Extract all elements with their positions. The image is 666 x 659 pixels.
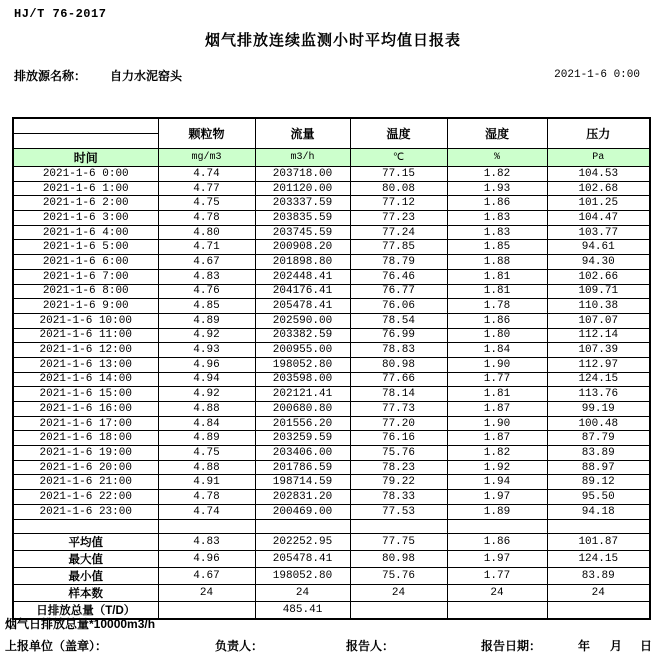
value-cell: 1.81 <box>447 387 547 402</box>
time-cell: 2021-1-6 16:00 <box>13 402 158 417</box>
value-cell: 203835.59 <box>255 211 350 226</box>
time-cell: 2021-1-6 7:00 <box>13 269 158 284</box>
summary-value-cell: 1.77 <box>447 568 547 585</box>
value-cell: 77.85 <box>350 240 447 255</box>
value-cell: 76.46 <box>350 269 447 284</box>
value-cell: 94.18 <box>547 504 650 519</box>
value-cell: 107.07 <box>547 313 650 328</box>
time-cell: 2021-1-6 19:00 <box>13 446 158 461</box>
report-date-label: 报告日期： <box>481 639 542 653</box>
value-cell: 4.75 <box>158 446 255 461</box>
report-unit-label: 上报单位（盖章）： <box>5 639 108 653</box>
value-cell: 78.33 <box>350 490 447 505</box>
value-cell: 1.87 <box>447 402 547 417</box>
value-cell: 4.74 <box>158 167 255 182</box>
col-header-humidity: 湿度 <box>447 118 547 149</box>
data-row <box>13 225 650 240</box>
value-cell: 77.24 <box>350 225 447 240</box>
summary-value-cell: 4.96 <box>158 551 255 568</box>
value-cell: 4.94 <box>158 372 255 387</box>
data-row <box>13 343 650 358</box>
value-cell: 75.76 <box>350 446 447 461</box>
value-cell: 1.80 <box>447 328 547 343</box>
value-cell: 1.82 <box>447 167 547 182</box>
value-cell: 200908.20 <box>255 240 350 255</box>
time-cell: 2021-1-6 11:00 <box>13 328 158 343</box>
data-row <box>13 446 650 461</box>
value-cell: 1.87 <box>447 431 547 446</box>
value-cell: 202448.41 <box>255 269 350 284</box>
summary-value-cell: 202252.95 <box>255 534 350 551</box>
unit-temperature: ℃ <box>350 149 447 167</box>
time-cell: 2021-1-6 3:00 <box>13 211 158 226</box>
summary-value-cell: 24 <box>255 585 350 602</box>
time-cell: 2021-1-6 8:00 <box>13 284 158 299</box>
summary-value-cell: 4.67 <box>158 568 255 585</box>
value-cell: 1.90 <box>447 357 547 372</box>
value-cell: 110.38 <box>547 299 650 314</box>
value-cell: 1.82 <box>447 446 547 461</box>
header-row-top <box>13 118 650 134</box>
data-row <box>13 284 650 299</box>
data-row <box>13 475 650 490</box>
spacer-row <box>13 519 650 534</box>
time-cell: 2021-1-6 20:00 <box>13 460 158 475</box>
value-cell: 4.91 <box>158 475 255 490</box>
value-cell: 1.85 <box>447 240 547 255</box>
page-title: 烟气排放连续监测小时平均值日报表 <box>204 32 461 49</box>
unit-flow: m3/h <box>255 149 350 167</box>
value-cell: 1.97 <box>447 490 547 505</box>
empty-cell <box>158 519 255 534</box>
empty-cell <box>447 519 547 534</box>
time-cell: 2021-1-6 15:00 <box>13 387 158 402</box>
col-header-particulate: 颗粒物 <box>158 118 255 149</box>
value-cell: 201120.00 <box>255 181 350 196</box>
time-cell: 2021-1-6 1:00 <box>13 181 158 196</box>
value-cell: 4.88 <box>158 402 255 417</box>
unit-pressure: Pa <box>547 149 650 167</box>
value-cell: 1.92 <box>447 460 547 475</box>
value-cell: 76.06 <box>350 299 447 314</box>
summary-value-cell: 77.75 <box>350 534 447 551</box>
summary-value-cell: 198052.80 <box>255 568 350 585</box>
value-cell: 4.78 <box>158 490 255 505</box>
value-cell: 112.14 <box>547 328 650 343</box>
summary-row <box>13 585 650 602</box>
total-emission-footnote: 烟气日排放总量*10000m3/h <box>5 617 156 631</box>
value-cell: 88.97 <box>547 460 650 475</box>
data-row <box>13 181 650 196</box>
value-cell: 203718.00 <box>255 167 350 182</box>
value-cell: 95.50 <box>547 490 650 505</box>
data-rows <box>13 167 650 620</box>
value-cell: 80.98 <box>350 357 447 372</box>
value-cell: 99.19 <box>547 402 650 417</box>
value-cell: 77.12 <box>350 196 447 211</box>
value-cell: 79.22 <box>350 475 447 490</box>
value-cell: 4.83 <box>158 269 255 284</box>
value-cell: 1.94 <box>447 475 547 490</box>
time-header: 时间 <box>13 149 158 167</box>
value-cell: 78.14 <box>350 387 447 402</box>
value-cell: 1.93 <box>447 181 547 196</box>
summary-row <box>13 534 650 551</box>
data-row <box>13 167 650 182</box>
year-label: 年 <box>578 639 591 653</box>
value-cell: 1.78 <box>447 299 547 314</box>
value-cell: 4.96 <box>158 357 255 372</box>
data-row <box>13 357 650 372</box>
header-blank-bottom <box>13 134 158 149</box>
value-cell: 203259.59 <box>255 431 350 446</box>
value-cell: 200469.00 <box>255 504 350 519</box>
value-cell: 4.74 <box>158 504 255 519</box>
summary-row <box>13 568 650 585</box>
summary-value-cell: 24 <box>158 585 255 602</box>
summary-value-cell: 24 <box>350 585 447 602</box>
data-row <box>13 211 650 226</box>
value-cell: 1.83 <box>447 211 547 226</box>
time-cell: 2021-1-6 9:00 <box>13 299 158 314</box>
value-cell: 113.76 <box>547 387 650 402</box>
col-header-flow: 流量 <box>255 118 350 149</box>
value-cell: 198052.80 <box>255 357 350 372</box>
value-cell: 107.39 <box>547 343 650 358</box>
data-row <box>13 490 650 505</box>
data-row <box>13 269 650 284</box>
value-cell: 1.90 <box>447 416 547 431</box>
summary-value-cell <box>350 602 447 620</box>
value-cell: 78.79 <box>350 255 447 270</box>
value-cell: 203382.59 <box>255 328 350 343</box>
data-row <box>13 431 650 446</box>
time-cell: 2021-1-6 18:00 <box>13 431 158 446</box>
summary-value-cell <box>158 602 255 620</box>
value-cell: 1.88 <box>447 255 547 270</box>
time-cell: 2021-1-6 10:00 <box>13 313 158 328</box>
value-cell: 203406.00 <box>255 446 350 461</box>
month-label: 月 <box>610 639 623 653</box>
value-cell: 203598.00 <box>255 372 350 387</box>
data-row <box>13 299 650 314</box>
value-cell: 1.81 <box>447 269 547 284</box>
value-cell: 204176.41 <box>255 284 350 299</box>
time-cell: 2021-1-6 22:00 <box>13 490 158 505</box>
value-cell: 202831.20 <box>255 490 350 505</box>
value-cell: 78.83 <box>350 343 447 358</box>
data-row <box>13 255 650 270</box>
value-cell: 1.83 <box>447 225 547 240</box>
value-cell: 200680.80 <box>255 402 350 417</box>
value-cell: 78.23 <box>350 460 447 475</box>
value-cell: 4.75 <box>158 196 255 211</box>
data-row <box>13 372 650 387</box>
value-cell: 4.77 <box>158 181 255 196</box>
value-cell: 4.89 <box>158 431 255 446</box>
value-cell: 1.86 <box>447 313 547 328</box>
value-cell: 203337.59 <box>255 196 350 211</box>
value-cell: 202590.00 <box>255 313 350 328</box>
time-cell: 2021-1-6 13:00 <box>13 357 158 372</box>
time-cell: 2021-1-6 0:00 <box>13 167 158 182</box>
time-cell: 2021-1-6 2:00 <box>13 196 158 211</box>
value-cell: 103.77 <box>547 225 650 240</box>
summary-value-cell: 24 <box>547 585 650 602</box>
value-cell: 201556.20 <box>255 416 350 431</box>
value-cell: 102.68 <box>547 181 650 196</box>
summary-value-cell: 75.76 <box>350 568 447 585</box>
signature-line <box>0 637 666 653</box>
data-row <box>13 240 650 255</box>
summary-value-cell: 1.86 <box>447 534 547 551</box>
value-cell: 4.67 <box>158 255 255 270</box>
summary-value-cell: 485.41 <box>255 602 350 620</box>
empty-cell <box>350 519 447 534</box>
value-cell: 87.79 <box>547 431 650 446</box>
value-cell: 1.84 <box>447 343 547 358</box>
time-cell: 2021-1-6 6:00 <box>13 255 158 270</box>
value-cell: 4.71 <box>158 240 255 255</box>
value-cell: 201786.59 <box>255 460 350 475</box>
value-cell: 94.30 <box>547 255 650 270</box>
summary-value-cell: 80.98 <box>350 551 447 568</box>
value-cell: 4.76 <box>158 284 255 299</box>
source-line <box>14 67 182 84</box>
value-cell: 201898.80 <box>255 255 350 270</box>
value-cell: 101.25 <box>547 196 650 211</box>
value-cell: 124.15 <box>547 372 650 387</box>
report-datetime: 2021-1-6 0:00 <box>554 69 640 81</box>
value-cell: 203745.59 <box>255 225 350 240</box>
value-cell: 80.08 <box>350 181 447 196</box>
time-cell: 2021-1-6 23:00 <box>13 504 158 519</box>
summary-value-cell: 124.15 <box>547 551 650 568</box>
value-cell: 100.48 <box>547 416 650 431</box>
summary-label-cell: 日排放总量（T/D） <box>13 602 158 620</box>
time-cell: 2021-1-6 14:00 <box>13 372 158 387</box>
summary-value-cell: 205478.41 <box>255 551 350 568</box>
hourly-average-table <box>12 117 651 620</box>
unit-row <box>13 149 650 167</box>
empty-cell <box>255 519 350 534</box>
value-cell: 76.77 <box>350 284 447 299</box>
time-cell: 2021-1-6 12:00 <box>13 343 158 358</box>
summary-row <box>13 551 650 568</box>
value-cell: 205478.41 <box>255 299 350 314</box>
value-cell: 4.92 <box>158 387 255 402</box>
value-cell: 76.16 <box>350 431 447 446</box>
value-cell: 77.73 <box>350 402 447 417</box>
value-cell: 77.66 <box>350 372 447 387</box>
summary-value-cell <box>547 602 650 620</box>
value-cell: 104.53 <box>547 167 650 182</box>
summary-label-cell: 平均值 <box>13 534 158 551</box>
value-cell: 4.89 <box>158 313 255 328</box>
time-cell: 2021-1-6 4:00 <box>13 225 158 240</box>
responsible-person-label: 负责人： <box>215 639 264 653</box>
value-cell: 198714.59 <box>255 475 350 490</box>
data-row <box>13 504 650 519</box>
value-cell: 78.54 <box>350 313 447 328</box>
source-name-label: 排放源名称： <box>14 69 87 83</box>
value-cell: 76.99 <box>350 328 447 343</box>
summary-label-cell: 样本数 <box>13 585 158 602</box>
summary-value-cell <box>447 602 547 620</box>
source-name-value: 自力水泥窑头 <box>110 69 183 83</box>
value-cell: 77.23 <box>350 211 447 226</box>
value-cell: 112.97 <box>547 357 650 372</box>
value-cell: 4.92 <box>158 328 255 343</box>
summary-label-cell: 最小值 <box>13 568 158 585</box>
value-cell: 4.84 <box>158 416 255 431</box>
value-cell: 1.89 <box>447 504 547 519</box>
empty-cell <box>547 519 650 534</box>
value-cell: 83.89 <box>547 446 650 461</box>
data-row <box>13 460 650 475</box>
summary-value-cell: 4.83 <box>158 534 255 551</box>
summary-value-cell: 101.87 <box>547 534 650 551</box>
value-cell: 94.61 <box>547 240 650 255</box>
summary-value-cell: 1.97 <box>447 551 547 568</box>
value-cell: 202121.41 <box>255 387 350 402</box>
value-cell: 4.85 <box>158 299 255 314</box>
value-cell: 77.15 <box>350 167 447 182</box>
col-header-temperature: 温度 <box>350 118 447 149</box>
day-label: 日 <box>640 639 653 653</box>
unit-particulate: mg/m3 <box>158 149 255 167</box>
value-cell: 4.80 <box>158 225 255 240</box>
data-row <box>13 313 650 328</box>
data-row <box>13 196 650 211</box>
time-cell: 2021-1-6 5:00 <box>13 240 158 255</box>
summary-value-cell: 83.89 <box>547 568 650 585</box>
unit-humidity: % <box>447 149 547 167</box>
data-row <box>13 328 650 343</box>
value-cell: 1.77 <box>447 372 547 387</box>
value-cell: 4.78 <box>158 211 255 226</box>
standard-code: HJ/T 76-2017 <box>14 7 107 21</box>
summary-value-cell: 24 <box>447 585 547 602</box>
data-row <box>13 402 650 417</box>
value-cell: 1.81 <box>447 284 547 299</box>
time-cell: 2021-1-6 21:00 <box>13 475 158 490</box>
value-cell: 200955.00 <box>255 343 350 358</box>
col-header-pressure: 压力 <box>547 118 650 149</box>
value-cell: 109.71 <box>547 284 650 299</box>
value-cell: 102.66 <box>547 269 650 284</box>
reporter-label: 报告人： <box>346 639 395 653</box>
value-cell: 1.86 <box>447 196 547 211</box>
data-row <box>13 416 650 431</box>
value-cell: 104.47 <box>547 211 650 226</box>
empty-cell <box>13 519 158 534</box>
time-cell: 2021-1-6 17:00 <box>13 416 158 431</box>
value-cell: 77.53 <box>350 504 447 519</box>
value-cell: 89.12 <box>547 475 650 490</box>
header-blank-top <box>13 118 158 134</box>
value-cell: 77.20 <box>350 416 447 431</box>
data-row <box>13 387 650 402</box>
summary-label-cell: 最大值 <box>13 551 158 568</box>
value-cell: 4.88 <box>158 460 255 475</box>
value-cell: 4.93 <box>158 343 255 358</box>
